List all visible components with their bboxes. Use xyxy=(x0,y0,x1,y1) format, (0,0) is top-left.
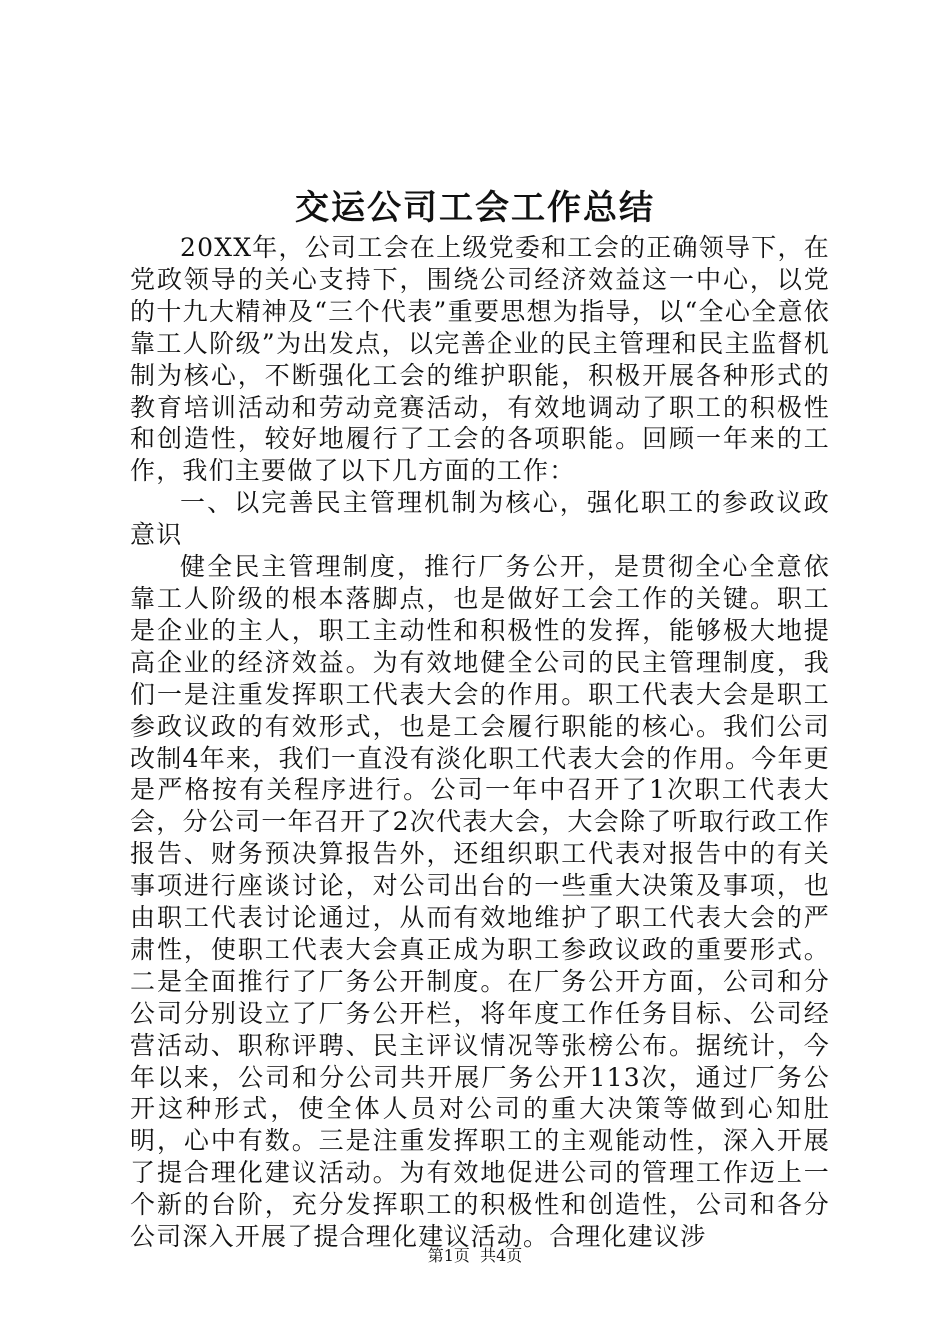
paragraph-intro: 20XX年，公司工会在上级党委和工会的正确领导下，在党政领导的关心支持下，围绕公司经济效益这一中心，以党的十九大精神及“三个代表”重要思想为指导，以“全心全意依靠工人阶级”为出发点，以完善企业的民主管理和民主监督机制为核心，不断强化工会的维护职能，积极开展各种形式的教育培训活动和劳动竞赛活动，有效地调动了职工的积极性和创造性，较好地履行了工会的各项职能。回顾一年来的工作，我们主要做了以下几方面的工作： xyxy=(130,233,830,486)
paragraph-section-1: 健全民主管理制度，推行厂务公开，是贯彻全心全意依靠工人阶级的根本落脚点，也是做好工会工作的关键。职工是企业的主人，职工主动性和积极性的发挥，能够极大地提高企业的经济效益。为有效地健全公司的民主管理制度，我们一是注重发挥职工代表大会的作用。职工代表大会是职工参政议政的有效形式，也是工会履行职能的核心。我们公司改制4年来，我们一直没有淡化职工代表大会的作用。今年更是严格按有关程序进行。公司一年中召开了1次职工代表大会，分公司一年召开了2次代表大会，大会除了听取行政工作报告、财务预决算报告外，还组织职工代表对报告中的有关事项进行座谈讨论，对公司出台的一些重大决策及事项，也由职工代表讨论通过，从而有效地维护了职工代表大会的严肃性，使职工代表大会真正成为职工参政议政的重要形式。二是全面推行了厂务公开制度。在厂务公开方面，公司和分公司分别设立了厂务公开栏，将年度工作任务目标、公司经营活动、职称评聘、民主评议情况等张榜公布。据统计，今年以来，公司和分公司共开展厂务公开113次，通过厂务公开这种形式，使全体人员对公司的重大决策等做到心知肚明，心中有数。三是注重发挥职工的主观能动性，深入开展了提合理化建议活动。为有效地促进公司的管理工作迈上一个新的台阶，充分发挥职工的积极性和创造性，公司和各分公司深入开展了提合理化建议活动。合理化建议涉 xyxy=(130,552,830,1252)
document-body xyxy=(130,232,830,1253)
page-number: 第1页 xyxy=(427,1246,470,1265)
section-heading-1: 一、以完善民主管理机制为核心，强化职工的参政议政意识 xyxy=(130,488,830,550)
page-footer xyxy=(0,1244,950,1268)
footer-spacer xyxy=(470,1246,480,1265)
page-total: 共4页 xyxy=(480,1246,523,1265)
document-title: 交运公司工会工作总结 xyxy=(295,188,655,228)
